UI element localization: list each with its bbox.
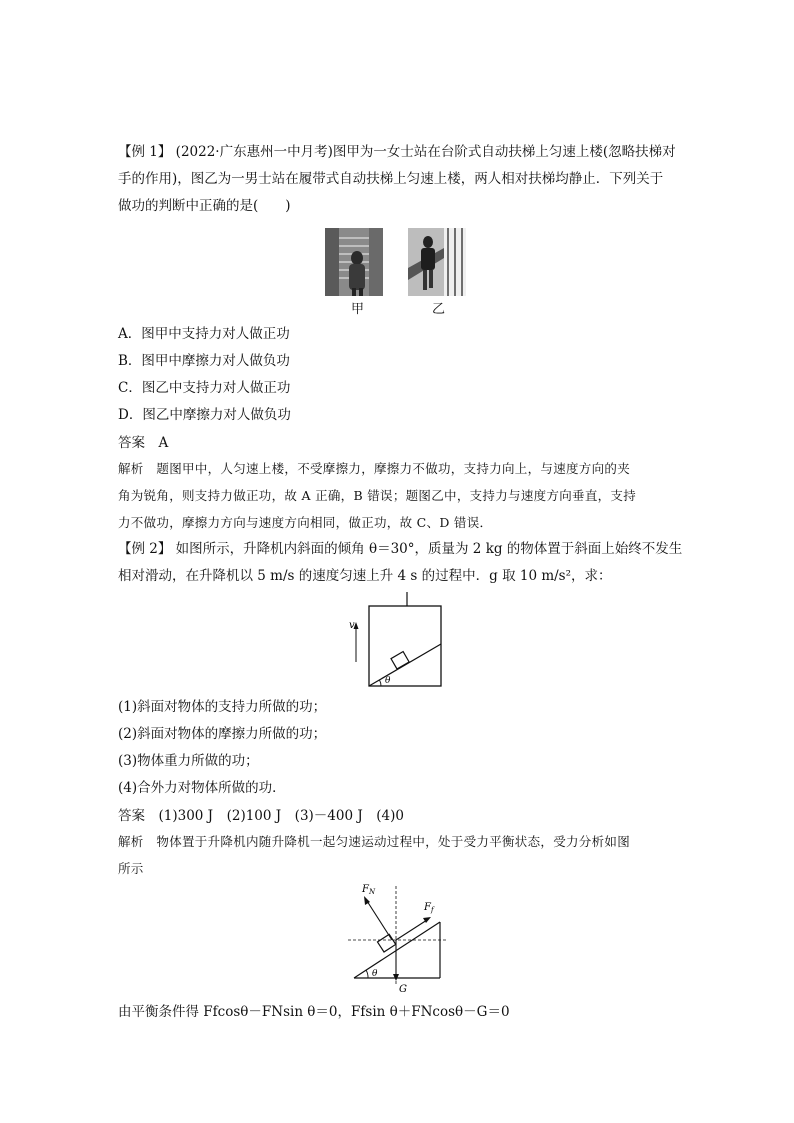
option-d: D．图乙中摩擦力对人做负功 [118, 407, 291, 423]
svg-text:FN [361, 884, 376, 896]
escalator-photo-yi [408, 228, 466, 296]
photo-label-jia: 甲 [351, 302, 365, 317]
normal-force-label: F [362, 884, 369, 895]
option-c: C．图乙中支持力对人做正功 [118, 380, 291, 396]
example2-line-1: 【例 2】 如图所示，升降机内斜面的倾角 θ＝30°，质量为 2 kg 的物体置于斜面上始终不发生 [118, 541, 683, 557]
example2-analysis-2: 所示 [118, 861, 144, 876]
svg-text:Ff [423, 902, 435, 914]
velocity-label: v [349, 620, 355, 631]
friction-force-subscript: f [430, 906, 434, 914]
example2-analysis-1: 解析 物体置于升降机内随升降机一起匀速运动过程中，处于受力平衡状态，受力分析如图 [118, 834, 631, 849]
example1-line-1: 【例 1】 (2022·广东惠州一中月考)图甲为一女士站在台阶式自动扶梯上匀速上楼(忽略扶梯对 [118, 144, 676, 160]
gravity-label: G [399, 984, 407, 995]
example1-analysis-1: 解析 题图甲中，人匀速上楼，不受摩擦力，摩擦力不做功，支持力向上，与速度方向的夹 [118, 461, 631, 476]
friction-force-label: F [424, 902, 431, 913]
example1-analysis-2: 角为锐角，则支持力做正功，故 A 正确，B 错误；题图乙中，支持力与速度方向垂直，支持 [118, 488, 637, 503]
example1-analysis-3: 力不做功，摩擦力方向与速度方向相同，做正功，故 C、D 错误． [118, 515, 493, 530]
option-a: A．图甲中支持力对人做正功 [118, 326, 290, 342]
photo-label-yi: 乙 [432, 302, 446, 317]
example2-line-2: 相对滑动，在升降机以 5 m/s 的速度匀速上升 4 s 的过程中．g 取 10 m/s²，求： [118, 568, 612, 584]
force-diagram [340, 880, 460, 998]
example1-answer: 答案 A [118, 435, 169, 451]
example1-line-2: 手的作用)，图乙为一男士站在履带式自动扶梯上匀速上楼，两人相对扶梯均静止．下列关于 [118, 171, 664, 187]
example2-answer: 答案 (1)300 J (2)100 J (3)－400 J (4)0 [118, 808, 404, 824]
option-b: B．图甲中摩擦力对人做负功 [118, 353, 290, 369]
question-2: (2)斜面对物体的摩擦力所做的功； [118, 726, 327, 742]
example1-line-3: 做功的判断中正确的是( ) [118, 198, 291, 214]
equilibrium-equation: 由平衡条件得 Ffcosθ－FNsin θ＝0，Ffsin θ＋FNcosθ－G＝0 [118, 1004, 510, 1020]
question-1: (1)斜面对物体的支持力所做的功； [118, 699, 327, 715]
escalator-photo-jia [325, 228, 383, 296]
theta-label: θ [385, 676, 391, 686]
normal-force-subscript: N [368, 888, 376, 896]
question-3: (3)物体重力所做的功； [118, 753, 259, 769]
elevator-incline-figure [345, 590, 445, 690]
force-theta-label: θ [372, 969, 378, 979]
question-4: (4)合外力对物体所做的功． [118, 780, 286, 796]
